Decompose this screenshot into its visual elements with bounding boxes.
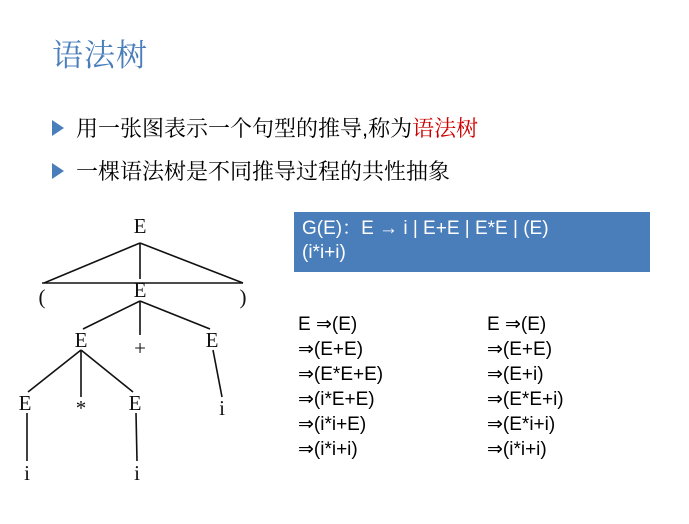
- tree-node-label: (: [38, 285, 46, 309]
- derivation-line: ⇒(E+i): [487, 364, 544, 385]
- triangle-bullet-icon: [52, 163, 64, 179]
- tree-node-label: E: [74, 328, 88, 352]
- derivation-line: ⇒(i*i+E): [298, 414, 367, 435]
- tree-node-label: E: [133, 214, 147, 238]
- tree-node-label: +: [134, 336, 146, 360]
- derivation-line: E ⇒(E): [298, 314, 358, 335]
- tree-node-label: i: [219, 396, 225, 420]
- derivation-left-column: [298, 312, 383, 462]
- derivation-line: E ⇒(E): [487, 314, 547, 335]
- triangle-bullet-icon: [52, 120, 64, 136]
- derivation-line: ⇒(i*i+i): [298, 439, 358, 460]
- bullet-item-2-text: 一棵语法树是不同推导过程的共性抽象: [76, 159, 451, 184]
- page-title: 语法树: [52, 38, 148, 73]
- grammar-line-1: G(E)：E → i | E+E | E*E | (E): [302, 218, 549, 239]
- derivation-line: ⇒(E*E+E): [298, 364, 384, 385]
- syntax-tree-svg: [0, 205, 280, 505]
- tree-node-label: ): [239, 285, 247, 309]
- bullet-item-1-highlight: 语法树: [412, 116, 479, 141]
- derivation-line: ⇒(E+E): [487, 339, 553, 360]
- grammar-definition-box: [294, 212, 650, 272]
- tree-node-label: E: [128, 391, 142, 415]
- derivation-line: ⇒(E+E): [298, 339, 364, 360]
- tree-node-label: i: [134, 461, 140, 485]
- tree-node-label: E: [205, 328, 219, 352]
- derivation-right-column: [487, 312, 564, 462]
- bullet-item-2: [52, 155, 450, 186]
- tree-node-label: i: [24, 461, 30, 485]
- tree-node-label: E: [18, 391, 32, 415]
- syntax-tree-diagram: [0, 205, 280, 505]
- derivation-line: ⇒(E*i+i): [487, 414, 556, 435]
- derivation-line: ⇒(i*i+i): [487, 439, 547, 460]
- derivation-line: ⇒(E*E+i): [487, 389, 564, 410]
- tree-node-label: *: [75, 396, 87, 420]
- tree-node-label: E: [133, 278, 147, 302]
- bullet-item-1-text: 用一张图表示一个句型的推导,称为: [76, 116, 413, 141]
- tree-node-labels: [19, 214, 247, 485]
- grammar-line-2: (i*i+i): [302, 241, 346, 263]
- bullet-item-1: [52, 112, 478, 143]
- derivation-line: ⇒(i*E+E): [298, 389, 375, 410]
